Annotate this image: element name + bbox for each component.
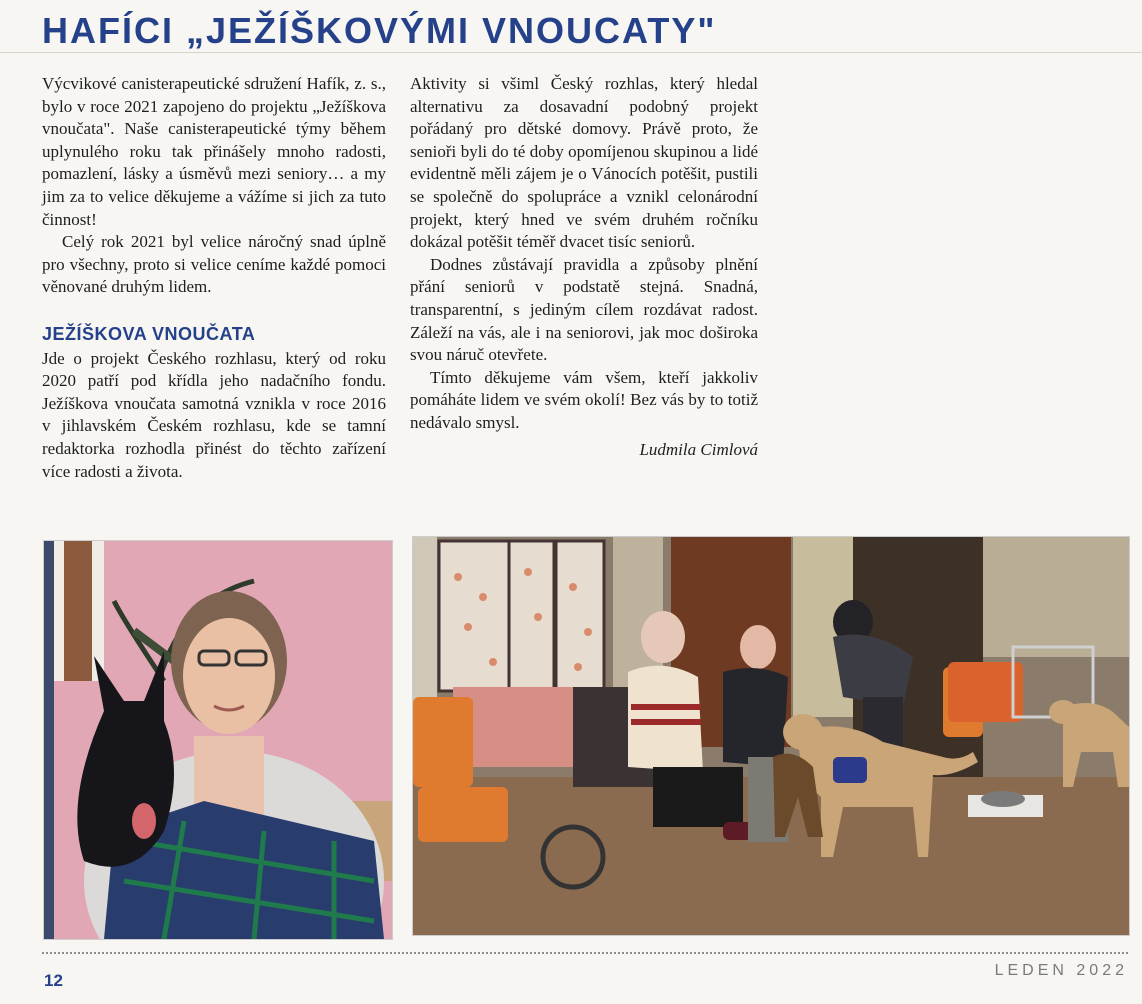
- author-signature: Ludmila Cimlová: [639, 439, 758, 459]
- right-paragraph-2: Dodnes zůstávají pravidla a způsoby plnění přání seniorů v podstatě stejná. Snadná, transparentní, s jediným cílem rozdávat radost. Záleží na vás, ale i na seniorovi, jak moc doširoka svou náruč otevřete.: [410, 254, 758, 365]
- photo-seniors-with-therapy-dogs: [412, 536, 1130, 936]
- footer-divider: [42, 952, 1128, 954]
- section-paragraph: Jde o projekt Českého rozhlasu, který od roku 2020 patří pod křídla jeho nadačního fondu. Ježíškova vnoučata samotná vznikla v roce 2016 v jihlavském Českém rozhlasu, kde se tamní redaktorka rozhodla přinést do těchto zařízení více radosti a života.: [42, 348, 386, 481]
- right-paragraph-1: Aktivity si všiml Český rozhlas, který hledal alternativu za dosavadní podobný projekt pořádaný pro dětské domovy. Právě proto, že senioři byli do té doby opomíjenou skupinou a lidé evidentně měli zájem je o Vánocích potěšit, pustili se společně do spolupráce a vznikl celonárodní projekt, který hned ve svém druhém ročníku dokázal potěšit téměř dvacet tisíc seniorů.: [410, 74, 758, 252]
- title-divider: [0, 52, 1142, 53]
- right-column: [410, 73, 758, 461]
- photo-senior-with-dog: [43, 540, 393, 940]
- left-column: [42, 73, 386, 483]
- issue-label: LEDEN 2022: [994, 962, 1128, 979]
- right-paragraph-3: Tímto děkujeme vám všem, kteří jakkoliv pomáháte lidem ve svém okolí! Bez vás by to totiž nedávalo smysl.: [410, 367, 758, 432]
- intro-paragraph: Výcvikové canisterapeutické sdružení Hafík, z. s., bylo v roce 2021 zapojeno do projektu „Ježíškova vnoučata". Naše canisterapeutické týmy během uplynulého roku tak přinášely mnoho radosti, pomazlení, lásky a úsměvů mezi seniory… a my jim za to velice děkujeme a vážíme si jich za tuto činnost!: [42, 74, 386, 229]
- second-paragraph: Celý rok 2021 byl velice náročný snad úplně pro všechny, proto si velice ceníme každé pomoci věnované druhým lidem.: [42, 232, 386, 297]
- article-title: HAFÍCI „JEŽÍŠKOVÝMI VNOUCATY": [42, 10, 717, 51]
- section-subheading: JEŽÍŠKOVA VNOUČATA: [42, 323, 256, 344]
- page-number: 12: [44, 971, 63, 990]
